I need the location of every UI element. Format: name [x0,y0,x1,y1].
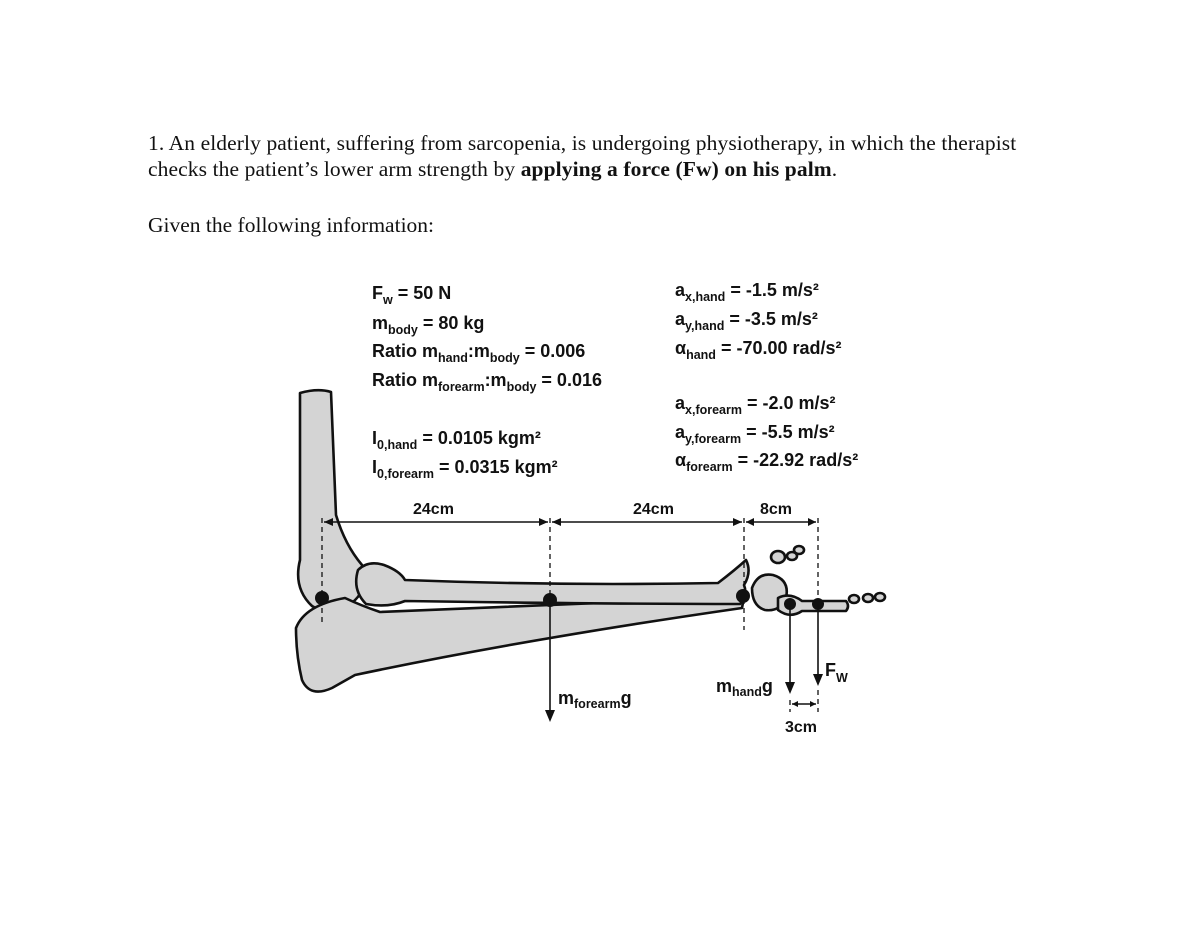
forearm-weight-arrowhead [545,710,555,722]
param-ay-forearm: $a_{y,forearm} = -5.5$ m/s² [675,422,835,446]
fw-arrowhead [813,674,823,686]
ulna-bone [296,597,744,692]
question-body: An elderly patient, suffering from sarcopenia, is undergoing physiotherapy, in which the therapist checks the patient’s lower arm strength by [148,131,1017,181]
dim-label-1: 24cm [413,501,454,518]
param-ay-hand: $a_{y,hand} = -3.5$ m/s² [675,309,818,333]
finger-bone-3 [849,595,859,603]
forearm-weight-label: $m_{forearm}g$ [558,688,632,711]
wrist-joint-dot [736,589,750,603]
dim-label-2: 24cm [633,501,674,518]
param-fw: $F_w = 50$ N [372,283,452,307]
question-end: . [831,157,838,181]
carpal-bone-small [771,551,785,563]
dim-label-3: 8cm [760,501,793,518]
hand-weight-arrowhead [785,682,795,694]
param-alpha-hand: $\alpha_{hand} = -70.00$ rad/s² [675,338,842,362]
param-ratio-hand: Ratio $m_{hand}:m_{body} = 0.006$ [372,341,586,365]
param-i-forearm: $I_{0,forearm} = 0.0315$ kgm² [372,457,558,481]
finger-bone-5 [875,593,885,601]
question-number: 1. [148,131,165,155]
param-ax-forearm: $a_{x,forearm} = -2.0$ m/s² [675,393,836,417]
dim-label-4: 3cm [785,719,818,736]
param-alpha-forearm: $\alpha_{forearm} = -22.92$ rad/s² [675,450,859,474]
given-label: Given the following information: [148,213,435,237]
elbow-joint-dot [315,591,329,605]
question-bold: applying a force (Fw) on his palm [520,157,832,181]
param-ax-hand: $a_{x,hand} = -1.5$ m/s² [675,280,819,304]
param-mbody: $m_{body} = 80$ kg [372,313,485,337]
finger-bone-2 [787,552,797,560]
hand-weight-label: $m_{hand}g$ [716,676,773,699]
finger-bone-4 [863,594,873,602]
fw-label: $F_W$ [825,660,848,685]
param-i-hand: $I_{0,hand} = 0.0105$ kgm² [372,428,541,452]
param-ratio-forearm: Ratio $m_{forearm}:m_{body} = 0.016$ [372,370,602,394]
